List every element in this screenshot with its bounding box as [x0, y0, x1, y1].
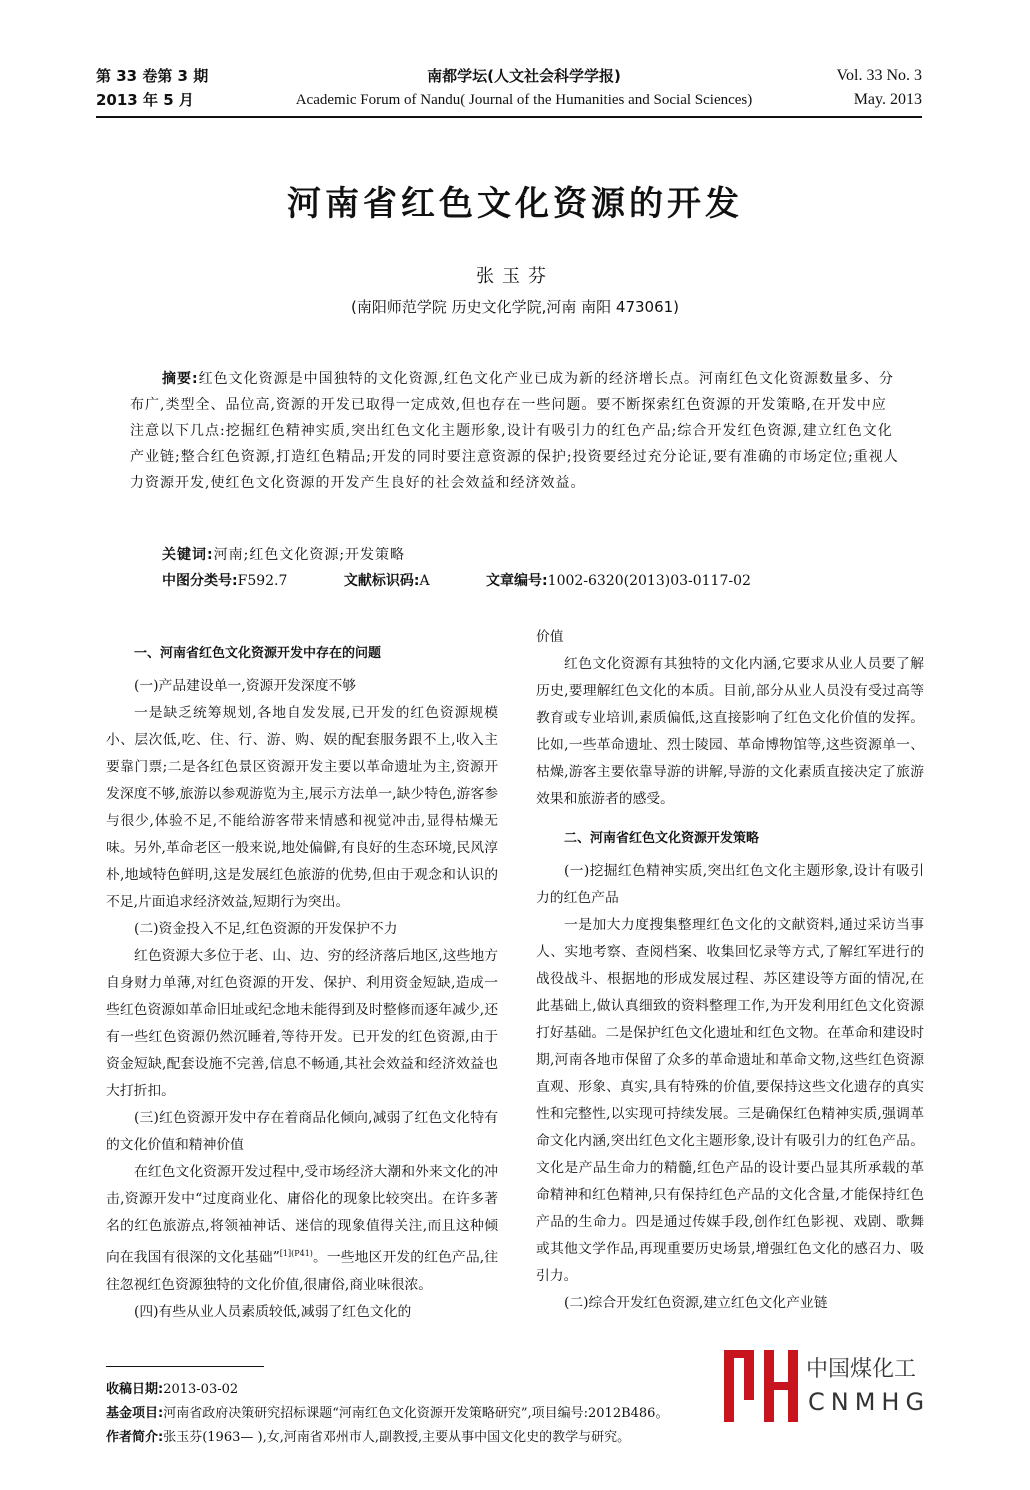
author-name: 张玉芬 — [476, 266, 554, 287]
continued-heading: 价值 — [536, 629, 564, 645]
paragraph-text: 。一些地区开发的红色产品,往往忽视红色资源独特的文化价值,很庸俗,商业味很浓。 — [106, 1249, 498, 1293]
clc-code — [162, 573, 287, 589]
left-column — [106, 636, 498, 1326]
subsection-1-2: (二)资金投入不足,红色资源的开发保护不力 — [134, 921, 398, 937]
volume-issue-cn: 第 33 卷第 3 期 — [96, 67, 209, 85]
subsection-1-1: (一)产品建设单一,资源开发深度不够 — [134, 678, 357, 694]
fund-label: 基金项目: — [106, 1406, 164, 1421]
keywords — [162, 542, 405, 568]
date-en: May. 2013 — [853, 91, 922, 108]
clc-value: F592.7 — [237, 573, 288, 589]
paragraph-text: 在红色文化资源开发过程中,受市场经济大潮和外来文化的冲击,资源开发中“过度商业化、庸俗化的现象比较突出。在许多著名的红色旅游点,将领袖神话、迷信的现象值得关注,而且这种倾向在我国有很深的文化基础” — [106, 1164, 498, 1266]
abstract-label: 摘要: — [162, 371, 199, 387]
abstract-text: 红色文化资源是中国独特的文化资源,红色文化产业已成为新的经济增长点。河南红色文化资源数量多、分布广,类型全、品位高,资源的开发已取得一定成效,但也存在一些问题。要不断探索红色资源的开发策略,在开发中应注意以下几点:挖掘红色精神实质,突出红色文化主题形象,设计有吸引力的红色产品;综合开发红色资源,建立红色文化产业链;整合红色资源,打造红色精品;开发的同时要注意资源的保护;投资要经过充分论证,要有准确的市场定位;重视人力资源开发,使红色文化资源的开发产生良好的社会效益和经济效益。 — [130, 371, 899, 491]
journal-name-en: Academic Forum of Nandu( Journal of the Humanities and Social Sciences) — [295, 92, 753, 108]
received-value: 2013-03-02 — [163, 1382, 239, 1397]
author-affiliation: (南阳师范学院 历史文化学院,河南 南阳 473061) — [350, 298, 680, 316]
doc-value: A — [419, 573, 430, 589]
fund-value: 河南省政府决策研究招标课题“河南红色文化资源开发策略研究”,项目编号:2012B486。 — [163, 1406, 669, 1421]
clc-label: 中图分类号: — [162, 573, 238, 589]
paragraph: 一是加大力度搜集整理红色文化的文献资料,通过采访当事人、实地考察、查阅档案、收集回忆录等方式,了解红军进行的战役战斗、根据地的形成发展过程、苏区建设等方面的情况,在此基础上,做认真细致的资料整理工作,为开发利用红色文化资源打好基础。二是保护红色文化遗址和红色文物。在革命和建设时期,河南各地市保留了众多的革命遗址和革命文物,这些红色资源直观、形象、真实,具有特殊的价值,要保持这些文化遗存的真实性和完整性,以实现可持续发展。三是确保红色精神实质,强调革命文化内涵,突出红色文化主题形象,设计有吸引力的红色产品。文化是产品生命力的精髓,红色产品的设计要凸显其所承载的革命精神和红色精神,只有保持红色产品的文化含量,才能保持红色产品的生命力。四是通过传媒手段,创作红色影视、戏剧、歌舞或其他文学作品,再现重要历史场景,增强红色文化的感召力、吸引力。 — [536, 917, 924, 1284]
volume-issue-en: Vol. 33 No. 3 — [836, 67, 922, 84]
paragraph: 一是缺乏统筹规划,各地自发发展,已开发的红色资源规模小、层次低,吃、住、行、游、购、娱的配套服务跟不上,收入主要靠门票;二是各红色景区资源开发主要以革命遗址为主,资源开发深度不够,旅游以参观游览为主,展示方法单一,缺少特色,游客参与很少,体验不足,不能给游客带来情感和视觉冲击,显得枯燥无味。另外,革命老区一般来说,地处偏僻,有良好的生态环境,民风淳朴,地域特色鲜明,这是发展红色旅游的优势,但由于观念和认识的不足,片面追求经济效益,短期行为突出。 — [106, 705, 498, 910]
keywords-label: 关键词: — [162, 547, 214, 563]
watermark-logo — [722, 1346, 931, 1426]
bio-label: 作者简介: — [106, 1430, 164, 1445]
paragraph — [106, 1159, 498, 1299]
article-value: 1002-6320(2013)03-0117-02 — [547, 573, 751, 589]
classification-line — [162, 568, 902, 594]
date-cn: 2013 年 5 月 — [96, 91, 194, 109]
article-number — [486, 573, 751, 589]
received-label: 收稿日期: — [106, 1382, 164, 1397]
journal-name — [246, 64, 802, 112]
paragraph: 红色资源大多位于老、山、边、穷的经济落后地区,这些地方自身财力单薄,对红色资源的开发、保护、利用资金短缺,造成一些红色资源如革命旧址或纪念地未能得到及时整修而逐年减少,还有一些红色资源仍然沉睡着,等待开发。已开发的红色资源,由于资金短缺,配套设施不完善,信息不畅通,其社会效益和经济效益也大打折扣。 — [106, 948, 498, 1099]
article-label: 文章编号: — [486, 573, 548, 589]
paragraph: 红色文化资源有其独特的文化内涵,它要求从业人员要了解历史,要理解红色文化的本质。目前,部分从业人员没有受过高等教育或专业培训,素质偏低,这直接影响了红色文化价值的发挥。比如,一些革命遗址、烈士陵园、革命博物馆等,这些资源单一、枯燥,游客主要依靠导游的讲解,导游的文化素质直接决定了旅游效果和旅游者的感受。 — [536, 656, 924, 807]
issue-info-en — [837, 64, 923, 112]
subsection-2-1: (一)挖掘红色精神实质,突出红色文化主题形象,设计有吸引力的红色产品 — [536, 863, 924, 906]
article-title: 河南省红色文化资源的开发 — [287, 184, 743, 224]
subsection-2-2: (二)综合开发红色资源,建立红色文化产业链 — [564, 1295, 828, 1311]
right-column — [536, 624, 924, 1317]
journal-name-cn: 南都学坛(人文社会科学学报) — [427, 67, 621, 85]
journal-header — [96, 64, 922, 118]
section-1-heading: 一、河南省红色文化资源开发中存在的问题 — [134, 646, 382, 661]
citation-ref: [1](P41) — [279, 1249, 313, 1258]
doc-code — [344, 573, 430, 589]
subsection-1-4: (四)有些从业人员素质较低,减弱了红色文化的 — [134, 1303, 412, 1320]
subsection-1-3: (三)红色资源开发中存在着商品化倾向,减弱了红色文化特有的文化价值和精神价值 — [106, 1110, 498, 1153]
abstract — [130, 366, 900, 496]
footnote-rule — [106, 1366, 264, 1367]
bio-value: 张玉芬(1963— ),女,河南省邓州市人,副教授,主要从事中国文化史的教学与研究。 — [163, 1430, 631, 1445]
logo-text-en: CNMHG — [808, 1388, 931, 1416]
doc-label: 文献标识码: — [343, 573, 420, 589]
keywords-text: 河南;红色文化资源;开发策略 — [213, 547, 406, 563]
section-2-heading: 二、河南省红色文化资源开发策略 — [564, 831, 760, 846]
mh-logo-icon — [722, 1346, 802, 1426]
issue-info-cn — [96, 64, 208, 112]
author-bio — [106, 1426, 926, 1450]
logo-text-cn: 中国煤化工 — [806, 1357, 917, 1382]
